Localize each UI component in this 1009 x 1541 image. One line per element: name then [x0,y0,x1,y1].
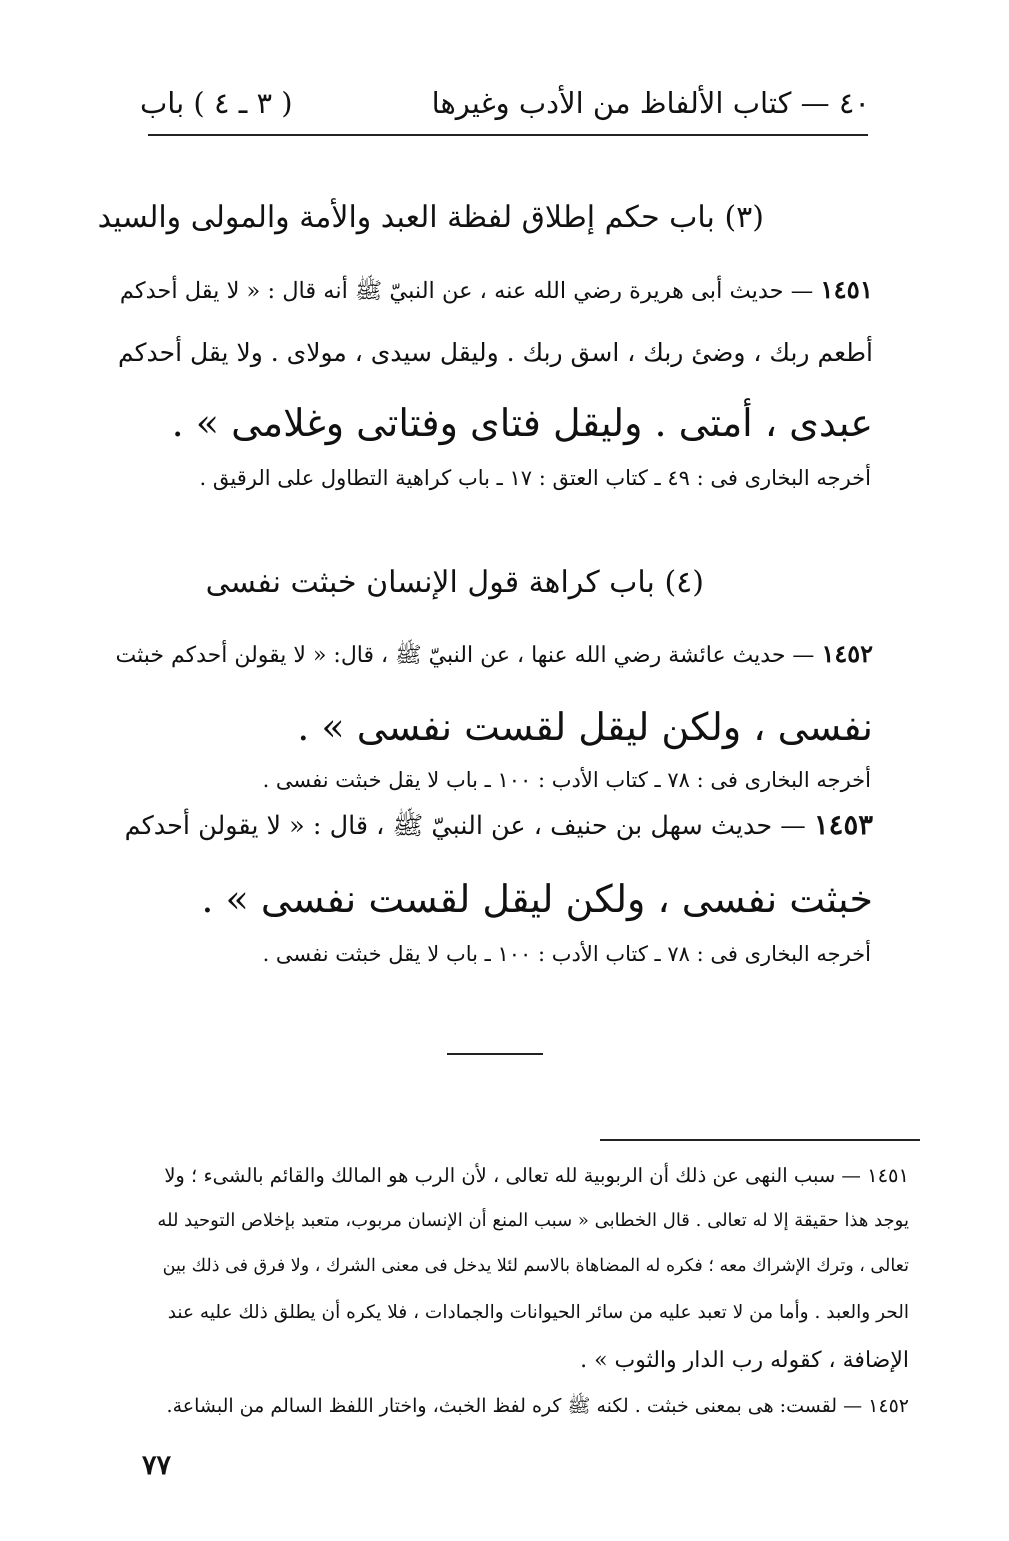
hadith-1453-line-2: خبثت نفسى ، ولكن ليقل لقست نفسى » . [201,877,873,921]
hadith-1451-line-3: عبدى ، أمتى . وليقل فتاى وفتاتى وغلامى » . [171,401,873,445]
footnote-1451-line-4: الحر والعبد . وأما من لا تعبد عليه من سائر الحيوانات والجمادات ، فلا يكره أن يطلق ذلك عليه عند [167,1302,909,1323]
running-head [140,86,870,130]
hadith-number: ١٤٥٣ [813,809,873,841]
footnote-divider [600,1139,920,1141]
hadith-text: — حديث سهل بن حنيف ، عن النبيّ ﷺ ، قال : « لا يقولن أحدكم [124,811,806,841]
page-number: ٧٧ [142,1450,172,1481]
hadith-1451-line-1 [119,275,873,304]
hadith-number: ١٤٥١ [820,275,873,304]
chapter-3-heading: (٣) باب حكم إطلاق لفظة العبد والأمة والمولى والسيد [97,200,764,235]
hadith-number: ١٤٥٢ [821,639,873,668]
hadith-1453-line-1 [124,809,873,841]
footnote-1451-line-2: يوجد هذا حقيقة إلا له تعالى . قال الخطابى « سبب المنع أن الإنسان مربوب، متعبد بإخلاص التوحيد لله [157,1210,909,1231]
hadith-text: — حديث أبى هريرة رضي الله عنه ، عن النبيّ ﷺ أنه قال : « لا يقل أحدكم [119,278,814,304]
hadith-1451-source: أخرجه البخارى فى : ٤٩ ـ كتاب العتق : ١٧ ـ باب كراهية التطاول على الرقيق . [199,466,871,490]
hadith-1452-source: أخرجه البخارى فى : ٧٨ ـ كتاب الأدب : ١٠٠ ـ باب لا يقل خبثت نفسى . [262,768,871,792]
footnote-1451-line-1: ١٤٥١ — سبب النهى عن ذلك أن الربوبية لله تعالى ، لأن الرب هو المالك والقائم بالشىء ؛ ولا [164,1164,909,1187]
footnote-1451-line-3: تعالى ، وترك الإشراك معه ؛ فكره له المضاهاة بالاسم لئلا يدخل فى معنى الشرك ، ولا فرق فى ذلك بين [162,1256,909,1276]
hadith-1451-line-2: أطعم ربك ، وضئ ربك ، اسق ربك . وليقل سيدى ، مولاى . ولا يقل أحدكم [117,338,873,367]
running-head-chapter-range: ( ٣ ـ ٤ ) باب [140,86,293,120]
hadith-1452-line-1 [115,639,873,668]
footnote-1452-line-1: ١٤٥٢ — لقست: هى بمعنى خبثت . لكنه ﷺ كره لفظ الخبث، واختار اللفظ السالم من البشاعة. [166,1395,909,1417]
header-divider [148,134,868,136]
running-head-title: ٤٠ — كتاب الألفاظ من الأدب وغيرها [431,86,870,120]
hadith-1453-source: أخرجه البخارى فى : ٧٨ ـ كتاب الأدب : ١٠٠ ـ باب لا يقل خبثت نفسى . [262,942,871,966]
hadith-1452-line-2: نفسى ، ولكن ليقل لقست نفسى » . [297,705,873,749]
section-end-divider [447,1053,543,1055]
chapter-4-heading: (٤) باب كراهة قول الإنسان خبثت نفسى [205,565,704,600]
footnote-1451-line-5: الإضافة ، كقوله رب الدار والثوب » . [580,1348,909,1373]
hadith-text: — حديث عائشة رضي الله عنها ، عن النبيّ ﷺ ، قال: « لا يقولن أحدكم خبثت [115,643,815,668]
